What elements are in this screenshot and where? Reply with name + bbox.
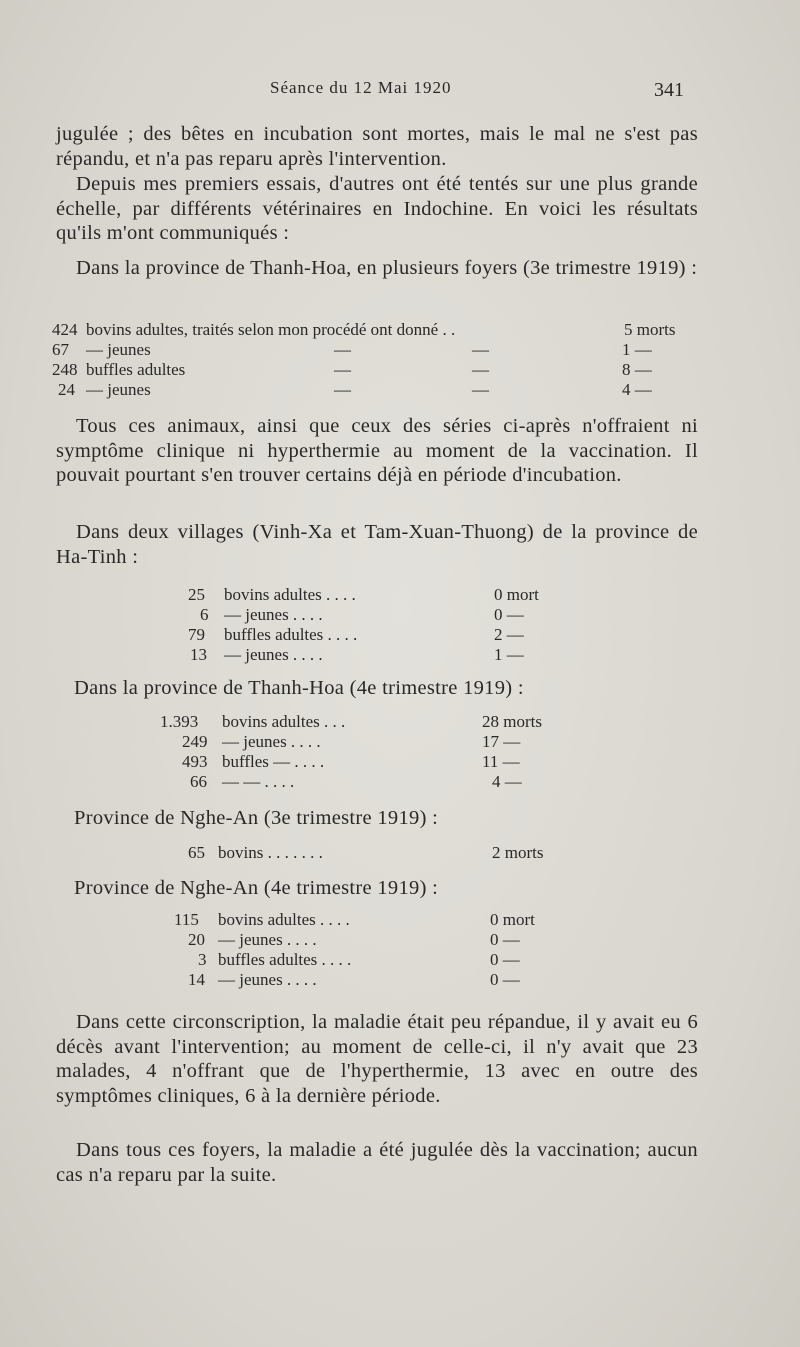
cell-count: 3 xyxy=(198,950,207,969)
table-row xyxy=(188,645,568,665)
cell-count: 1.393 xyxy=(160,712,199,731)
cell-label: — — . . . . xyxy=(222,772,295,791)
cell-count: 67 xyxy=(52,340,69,359)
table-row xyxy=(160,732,580,752)
cell-result: 4 — xyxy=(622,380,652,399)
section-nghe-an-q4: Province de Nghe-An (4e trimestre 1919) : xyxy=(74,877,439,899)
paragraph-1: jugulée ; des bêtes en incubation sont mortes, mais le mal ne s'est pas répandu, et n'a pas reparu après l'intervention. xyxy=(56,123,698,170)
cell-label: — jeunes . . . . xyxy=(224,645,323,664)
paragraph-4: Tous ces animaux, ainsi que ceux des séries ci-après n'offraient ni symptôme clinique ni hyperthermie au moment de la vaccination. Il pouvait pourtant s'en trouver certains déjà en période d'incubation. xyxy=(56,415,698,486)
table-row xyxy=(52,320,712,340)
cell-ditto: — xyxy=(472,340,489,359)
cell-count: 24 xyxy=(58,380,75,399)
table-row xyxy=(188,585,568,605)
cell-count: 424 xyxy=(52,320,78,339)
table-row xyxy=(52,340,712,360)
cell-result: 28 morts xyxy=(482,712,542,731)
cell-label: buffles — . . . . xyxy=(222,752,325,771)
cell-result: 2 morts xyxy=(492,843,544,862)
cell-count: 65 xyxy=(188,843,205,862)
table-row xyxy=(160,712,580,732)
table-row xyxy=(174,970,574,990)
cell-count: 248 xyxy=(52,360,78,379)
cell-result: 0 mort xyxy=(494,585,539,604)
table-ha-tinh xyxy=(188,585,568,665)
cell-result: 8 — xyxy=(622,360,652,379)
running-header xyxy=(0,78,800,102)
cell-label: bovins adultes, traités selon mon procédé ont donné . . xyxy=(86,320,456,339)
table-nghe-an-q3 xyxy=(188,843,588,863)
table-nghe-an-q4 xyxy=(174,910,574,990)
table-row xyxy=(160,752,580,772)
cell-count: 66 xyxy=(190,772,207,791)
cell-label: — jeunes . . . . xyxy=(222,732,321,751)
cell-count: 13 xyxy=(190,645,207,664)
section-nghe-an-q3: Province de Nghe-An (3e trimestre 1919) : xyxy=(74,807,439,829)
cell-label: buffles adultes . . . . xyxy=(224,625,358,644)
cell-result: 2 — xyxy=(494,625,524,644)
cell-count: 249 xyxy=(182,732,208,751)
cell-label: — jeunes . . . . xyxy=(218,970,317,989)
cell-result: 5 morts xyxy=(624,320,676,339)
cell-result: 0 — xyxy=(494,605,524,624)
cell-count: 20 xyxy=(188,930,205,949)
cell-result: 1 — xyxy=(494,645,524,664)
cell-result: 0 — xyxy=(490,970,520,989)
paragraph-6: Dans cette circonscription, la maladie était peu répandue, il y avait eu 6 décès avant l'intervention; au moment de celle-ci, il n'y avait que 23 malades, 4 n'offrant que de l'hyperthermie, 13 avec en outre des symptômes cliniques, 6 à la dernière période. xyxy=(56,1011,698,1107)
cell-label: — jeunes . . . . xyxy=(218,930,317,949)
cell-count: 79 xyxy=(188,625,205,644)
table-row xyxy=(188,625,568,645)
paragraph-2: Depuis mes premiers essais, d'autres ont été tentés sur une plus grande échelle, par différents vétérinaires en Indochine. En voici les résultats qu'ils m'ont communiqués : xyxy=(56,173,698,244)
table-thanh-hoa-q3 xyxy=(52,320,712,400)
cell-result: 11 — xyxy=(482,752,520,771)
cell-count: 14 xyxy=(188,970,205,989)
section-thanh-hoa-q4: Dans la province de Thanh-Hoa (4e trimestre 1919) : xyxy=(74,677,524,699)
cell-ditto: — xyxy=(334,360,351,379)
paragraph-3: Dans la province de Thanh-Hoa, en plusieurs foyers (3e trimestre 1919) : xyxy=(76,257,698,279)
cell-label: — jeunes xyxy=(86,340,151,359)
table-row xyxy=(160,772,580,792)
cell-result: 0 — xyxy=(490,930,520,949)
cell-result: 17 — xyxy=(482,732,521,751)
cell-label: — jeunes . . . . xyxy=(224,605,323,624)
cell-count: 493 xyxy=(182,752,208,771)
cell-ditto: — xyxy=(334,380,351,399)
cell-count: 25 xyxy=(188,585,205,604)
table-row xyxy=(52,380,712,400)
table-row xyxy=(188,605,568,625)
cell-label: buffles adultes . . . . xyxy=(218,950,352,969)
table-row xyxy=(174,910,574,930)
cell-result: 0 — xyxy=(490,950,520,969)
table-row xyxy=(174,950,574,970)
page-number: 341 xyxy=(654,79,684,101)
cell-count: 115 xyxy=(174,910,199,929)
cell-label: bovins adultes . . . . xyxy=(224,585,356,604)
cell-ditto: — xyxy=(472,360,489,379)
table-row xyxy=(52,360,712,380)
cell-result: 0 mort xyxy=(490,910,535,929)
table-row xyxy=(188,843,588,863)
table-row xyxy=(174,930,574,950)
cell-result: 1 — xyxy=(622,340,652,359)
table-thanh-hoa-q4 xyxy=(160,712,580,792)
cell-count: 6 xyxy=(200,605,209,624)
cell-result: 4 — xyxy=(492,772,522,791)
cell-label: bovins . . . . . . . xyxy=(218,843,323,862)
cell-label: — jeunes xyxy=(86,380,151,399)
header-title: Séance du 12 Mai 1920 xyxy=(270,78,452,97)
cell-ditto: — xyxy=(472,380,489,399)
cell-label: bovins adultes . . . xyxy=(222,712,346,731)
paragraph-5: Dans deux villages (Vinh-Xa et Tam-Xuan-Thuong) de la province de Ha-Tinh : xyxy=(56,521,698,568)
paragraph-7: Dans tous ces foyers, la maladie a été jugulée dès la vaccination; aucun cas n'a reparu par la suite. xyxy=(56,1139,698,1186)
cell-label: buffles adultes xyxy=(86,360,186,379)
cell-ditto: — xyxy=(334,340,351,359)
cell-label: bovins adultes . . . . xyxy=(218,910,350,929)
